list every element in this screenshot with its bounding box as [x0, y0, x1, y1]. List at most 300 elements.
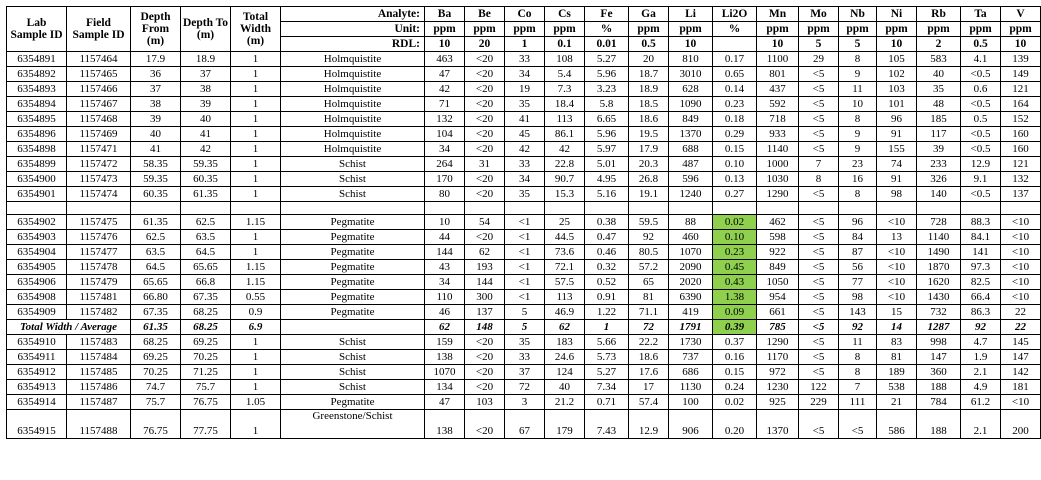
- value-nb-cell: 9: [839, 127, 877, 142]
- header-unit-co: ppm: [505, 22, 545, 37]
- average-ga-cell: 72: [629, 320, 669, 335]
- value-nb-cell: 84: [839, 230, 877, 245]
- rock-type-cell: Pegmatite: [281, 230, 425, 245]
- depth-from-cell: 62.5: [131, 230, 181, 245]
- depth-to-cell: 61.35: [181, 187, 231, 202]
- value-ta-cell: 2.1: [961, 365, 1001, 380]
- value-v-cell: <10: [1001, 395, 1041, 410]
- value-cs-cell: 7.3: [545, 82, 585, 97]
- value-mn-cell: 592: [757, 97, 799, 112]
- depth-to-cell: 65.65: [181, 260, 231, 275]
- value-ba-cell: 44: [425, 230, 465, 245]
- value-ta-cell: 4.7: [961, 335, 1001, 350]
- value-be-cell: 193: [465, 260, 505, 275]
- value-be-cell: <20: [465, 365, 505, 380]
- average-co-cell: 5: [505, 320, 545, 335]
- total-rock-empty-cell: [281, 320, 425, 335]
- value-fe-cell: 5.16: [585, 187, 629, 202]
- header-depth-from: Depth From (m): [131, 7, 181, 52]
- value-mo-cell: <5: [799, 142, 839, 157]
- value-v-cell: 145: [1001, 335, 1041, 350]
- value-nb-cell: 8: [839, 52, 877, 67]
- rock-type-cell: Schist: [281, 380, 425, 395]
- value-nb-cell: <5: [839, 410, 877, 439]
- average-rb-cell: 1287: [917, 320, 961, 335]
- table-row: [7, 157, 1041, 172]
- header-name-ta: Ta: [961, 7, 1001, 22]
- depth-to-cell: 71.25: [181, 365, 231, 380]
- value-ta-cell: 84.1: [961, 230, 1001, 245]
- value-nb-cell: 10: [839, 97, 877, 112]
- value-be-cell: <20: [465, 127, 505, 142]
- value-ni-cell: 105: [877, 52, 917, 67]
- table-row: [7, 230, 1041, 245]
- header-name-rb: Rb: [917, 7, 961, 22]
- value-cs-cell: 124: [545, 365, 585, 380]
- value-li2o-cell: 0.13: [713, 172, 757, 187]
- table-row: [7, 245, 1041, 260]
- header-rdl-mn: 10: [757, 37, 799, 52]
- value-mo-cell: <5: [799, 187, 839, 202]
- value-fe-cell: 0.47: [585, 230, 629, 245]
- value-mo-cell: <5: [799, 305, 839, 320]
- value-ta-cell: 61.2: [961, 395, 1001, 410]
- rock-type-cell: Pegmatite: [281, 290, 425, 305]
- value-ta-cell: <0.5: [961, 67, 1001, 82]
- field-sample-id-cell: 1157487: [67, 395, 131, 410]
- value-ni-cell: 586: [877, 410, 917, 439]
- spacer-cell: [877, 202, 917, 215]
- lab-sample-id-cell: 6354913: [7, 380, 67, 395]
- lab-sample-id-cell: 6354904: [7, 245, 67, 260]
- value-rb-cell: 784: [917, 395, 961, 410]
- value-cs-cell: 24.6: [545, 350, 585, 365]
- value-mn-cell: 801: [757, 67, 799, 82]
- total-width-cell: 1: [231, 350, 281, 365]
- field-sample-id-cell: 1157483: [67, 335, 131, 350]
- rock-type-cell: Holmquistite: [281, 67, 425, 82]
- value-co-cell: 67: [505, 410, 545, 439]
- value-nb-cell: 23: [839, 157, 877, 172]
- value-be-cell: <20: [465, 335, 505, 350]
- value-fe-cell: 6.65: [585, 112, 629, 127]
- value-be-cell: <20: [465, 82, 505, 97]
- value-cs-cell: 113: [545, 112, 585, 127]
- header-rdl-rb: 2: [917, 37, 961, 52]
- depth-to-cell: 63.5: [181, 230, 231, 245]
- value-ba-cell: 1070: [425, 365, 465, 380]
- value-mn-cell: 598: [757, 230, 799, 245]
- rock-type-cell: Holmquistite: [281, 97, 425, 112]
- rock-type-cell: Pegmatite: [281, 245, 425, 260]
- lab-sample-id-cell: 6354902: [7, 215, 67, 230]
- value-co-cell: 37: [505, 365, 545, 380]
- field-sample-id-cell: 1157469: [67, 127, 131, 142]
- value-rb-cell: 1870: [917, 260, 961, 275]
- value-li-cell: 1130: [669, 380, 713, 395]
- value-li-cell: 419: [669, 305, 713, 320]
- value-li2o-cell: 0.10: [713, 230, 757, 245]
- value-mn-cell: 1000: [757, 157, 799, 172]
- value-cs-cell: 18.4: [545, 97, 585, 112]
- value-v-cell: 22: [1001, 305, 1041, 320]
- value-mn-cell: 1370: [757, 410, 799, 439]
- value-mn-cell: 1100: [757, 52, 799, 67]
- table-row: [7, 260, 1041, 275]
- value-li2o-cell: 0.18: [713, 112, 757, 127]
- spacer-cell: [629, 202, 669, 215]
- value-ta-cell: <0.5: [961, 127, 1001, 142]
- lab-sample-id-cell: 6354910: [7, 335, 67, 350]
- depth-to-cell: 60.35: [181, 172, 231, 187]
- value-nb-cell: 77: [839, 275, 877, 290]
- spacer-cell: [1001, 202, 1041, 215]
- value-be-cell: <20: [465, 230, 505, 245]
- value-be-cell: 144: [465, 275, 505, 290]
- value-fe-cell: 5.73: [585, 350, 629, 365]
- header-unit-cs: ppm: [545, 22, 585, 37]
- header-unit-label: Unit:: [281, 22, 425, 37]
- depth-from-cell: 59.35: [131, 172, 181, 187]
- value-li2o-cell: 0.20: [713, 410, 757, 439]
- value-rb-cell: 360: [917, 365, 961, 380]
- table-row: [7, 215, 1041, 230]
- header-depth-to: Depth To (m): [181, 7, 231, 52]
- value-cs-cell: 90.7: [545, 172, 585, 187]
- value-ga-cell: 17.9: [629, 142, 669, 157]
- value-rb-cell: 188: [917, 380, 961, 395]
- field-sample-id-cell: 1157473: [67, 172, 131, 187]
- total-width-cell: 1: [231, 365, 281, 380]
- value-nb-cell: 11: [839, 82, 877, 97]
- value-ga-cell: 17: [629, 380, 669, 395]
- total-width-cell: 1: [231, 410, 281, 439]
- total-depth-to-cell: 68.25: [181, 320, 231, 335]
- field-sample-id-cell: 1157482: [67, 305, 131, 320]
- value-ta-cell: 66.4: [961, 290, 1001, 305]
- value-li2o-cell: 0.15: [713, 142, 757, 157]
- value-cs-cell: 57.5: [545, 275, 585, 290]
- value-li2o-cell: 0.15: [713, 365, 757, 380]
- value-li-cell: 2090: [669, 260, 713, 275]
- table-row: [7, 187, 1041, 202]
- depth-to-cell: 68.25: [181, 305, 231, 320]
- value-li-cell: 628: [669, 82, 713, 97]
- value-mn-cell: 718: [757, 112, 799, 127]
- depth-to-cell: 37: [181, 67, 231, 82]
- spacer-cell: [545, 202, 585, 215]
- average-mo-cell: <5: [799, 320, 839, 335]
- total-width-average-label: Total Width / Average: [7, 320, 131, 335]
- table-row: [7, 97, 1041, 112]
- depth-from-cell: 36: [131, 67, 181, 82]
- value-rb-cell: 732: [917, 305, 961, 320]
- total-width-cell: 1: [231, 187, 281, 202]
- value-mo-cell: <5: [799, 127, 839, 142]
- value-mn-cell: 933: [757, 127, 799, 142]
- value-co-cell: 33: [505, 350, 545, 365]
- header-rdl-label: RDL:: [281, 37, 425, 52]
- header-name-v: V: [1001, 7, 1041, 22]
- value-cs-cell: 86.1: [545, 127, 585, 142]
- value-v-cell: <10: [1001, 245, 1041, 260]
- rock-type-cell: Schist: [281, 365, 425, 380]
- value-li2o-cell: 0.02: [713, 395, 757, 410]
- value-cs-cell: 22.8: [545, 157, 585, 172]
- value-fe-cell: 0.46: [585, 245, 629, 260]
- value-be-cell: <20: [465, 172, 505, 187]
- value-mo-cell: 29: [799, 52, 839, 67]
- header-name-li2o: Li2O: [713, 7, 757, 22]
- value-co-cell: 35: [505, 97, 545, 112]
- depth-to-cell: 40: [181, 112, 231, 127]
- value-mo-cell: <5: [799, 97, 839, 112]
- value-li2o-cell: 0.23: [713, 245, 757, 260]
- value-ga-cell: 65: [629, 275, 669, 290]
- value-li-cell: 6390: [669, 290, 713, 305]
- value-rb-cell: 48: [917, 97, 961, 112]
- value-co-cell: <1: [505, 290, 545, 305]
- table-row: [7, 290, 1041, 305]
- value-mn-cell: 1030: [757, 172, 799, 187]
- value-ba-cell: 110: [425, 290, 465, 305]
- depth-from-cell: 67.35: [131, 305, 181, 320]
- value-ni-cell: 538: [877, 380, 917, 395]
- value-ni-cell: 83: [877, 335, 917, 350]
- value-mn-cell: 954: [757, 290, 799, 305]
- total-width-cell: 1.15: [231, 260, 281, 275]
- total-width-cell: 1.15: [231, 275, 281, 290]
- value-fe-cell: 1.22: [585, 305, 629, 320]
- total-width-cell: 0.55: [231, 290, 281, 305]
- lab-sample-id-cell: 6354908: [7, 290, 67, 305]
- spacer-cell: [425, 202, 465, 215]
- lab-sample-id-cell: 6354898: [7, 142, 67, 157]
- value-rb-cell: 1430: [917, 290, 961, 305]
- header-unit-fe: %: [585, 22, 629, 37]
- table-row: [7, 335, 1041, 350]
- value-be-cell: <20: [465, 380, 505, 395]
- average-li2o-cell: 0.39: [713, 320, 757, 335]
- value-mo-cell: <5: [799, 215, 839, 230]
- header-unit-mn: ppm: [757, 22, 799, 37]
- value-ta-cell: <0.5: [961, 187, 1001, 202]
- value-nb-cell: 8: [839, 187, 877, 202]
- lab-sample-id-cell: 6354893: [7, 82, 67, 97]
- value-ba-cell: 170: [425, 172, 465, 187]
- value-co-cell: 34: [505, 67, 545, 82]
- value-be-cell: <20: [465, 67, 505, 82]
- value-ta-cell: 0.5: [961, 112, 1001, 127]
- rock-type-cell: Holmquistite: [281, 142, 425, 157]
- total-width-cell: 1: [231, 245, 281, 260]
- total-width-cell: 1: [231, 172, 281, 187]
- depth-from-cell: 38: [131, 97, 181, 112]
- value-co-cell: 19: [505, 82, 545, 97]
- lab-sample-id-cell: 6354911: [7, 350, 67, 365]
- value-ta-cell: <0.5: [961, 142, 1001, 157]
- rock-type-cell: Pegmatite: [281, 305, 425, 320]
- depth-to-cell: 42: [181, 142, 231, 157]
- value-li-cell: 1070: [669, 245, 713, 260]
- spacer-cell: [961, 202, 1001, 215]
- value-mo-cell: <5: [799, 67, 839, 82]
- header-total-width: Total Width (m): [231, 7, 281, 52]
- field-sample-id-cell: 1157471: [67, 142, 131, 157]
- value-cs-cell: 25: [545, 215, 585, 230]
- value-co-cell: 3: [505, 395, 545, 410]
- depth-from-cell: 76.75: [131, 410, 181, 439]
- value-be-cell: 300: [465, 290, 505, 305]
- value-be-cell: <20: [465, 142, 505, 157]
- value-li-cell: 2020: [669, 275, 713, 290]
- value-co-cell: <1: [505, 275, 545, 290]
- value-nb-cell: 8: [839, 350, 877, 365]
- value-ta-cell: 0.6: [961, 82, 1001, 97]
- table-row: [7, 52, 1041, 67]
- value-ni-cell: <10: [877, 215, 917, 230]
- field-sample-id-cell: 1157474: [67, 187, 131, 202]
- depth-to-cell: 41: [181, 127, 231, 142]
- value-be-cell: <20: [465, 350, 505, 365]
- value-li-cell: 88: [669, 215, 713, 230]
- value-ta-cell: 2.1: [961, 410, 1001, 439]
- value-ga-cell: 18.6: [629, 112, 669, 127]
- spacer-cell: [713, 202, 757, 215]
- value-rb-cell: 233: [917, 157, 961, 172]
- value-mn-cell: 437: [757, 82, 799, 97]
- header-rdl-nb: 5: [839, 37, 877, 52]
- value-nb-cell: 9: [839, 67, 877, 82]
- value-li2o-cell: 0.09: [713, 305, 757, 320]
- rock-type-cell: Pegmatite: [281, 260, 425, 275]
- depth-to-cell: 69.25: [181, 335, 231, 350]
- value-v-cell: 137: [1001, 187, 1041, 202]
- value-mn-cell: 972: [757, 365, 799, 380]
- depth-from-cell: 69.25: [131, 350, 181, 365]
- rock-type-cell: Pegmatite: [281, 215, 425, 230]
- value-ga-cell: 19.1: [629, 187, 669, 202]
- value-ba-cell: 138: [425, 410, 465, 439]
- value-li2o-cell: 0.27: [713, 187, 757, 202]
- field-sample-id-cell: 1157472: [67, 157, 131, 172]
- table-body: [7, 52, 1041, 439]
- total-width-value-cell: 6.9: [231, 320, 281, 335]
- value-ba-cell: 47: [425, 395, 465, 410]
- value-nb-cell: 87: [839, 245, 877, 260]
- value-ta-cell: 97.3: [961, 260, 1001, 275]
- value-co-cell: <1: [505, 215, 545, 230]
- value-be-cell: 137: [465, 305, 505, 320]
- value-nb-cell: 9: [839, 142, 877, 157]
- value-ba-cell: 80: [425, 187, 465, 202]
- field-sample-id-cell: 1157485: [67, 365, 131, 380]
- average-cs-cell: 62: [545, 320, 585, 335]
- value-fe-cell: 5.01: [585, 157, 629, 172]
- value-li-cell: 810: [669, 52, 713, 67]
- table-row: [7, 127, 1041, 142]
- depth-to-cell: 67.35: [181, 290, 231, 305]
- value-li-cell: 906: [669, 410, 713, 439]
- value-rb-cell: 40: [917, 67, 961, 82]
- header-rdl-ni: 10: [877, 37, 917, 52]
- field-sample-id-cell: 1157466: [67, 82, 131, 97]
- average-be-cell: 148: [465, 320, 505, 335]
- value-rb-cell: 1490: [917, 245, 961, 260]
- value-cs-cell: 179: [545, 410, 585, 439]
- value-nb-cell: 143: [839, 305, 877, 320]
- value-li-cell: 737: [669, 350, 713, 365]
- value-mo-cell: <5: [799, 82, 839, 97]
- depth-to-cell: 64.5: [181, 245, 231, 260]
- value-v-cell: 139: [1001, 52, 1041, 67]
- value-v-cell: 132: [1001, 172, 1041, 187]
- value-ta-cell: 12.9: [961, 157, 1001, 172]
- header-unit-nb: ppm: [839, 22, 877, 37]
- value-li2o-cell: 0.37: [713, 335, 757, 350]
- header-unit-li: ppm: [669, 22, 713, 37]
- value-mn-cell: 1230: [757, 380, 799, 395]
- value-ba-cell: 144: [425, 245, 465, 260]
- value-mo-cell: <5: [799, 350, 839, 365]
- value-ga-cell: 18.7: [629, 67, 669, 82]
- rock-type-cell: Holmquistite: [281, 127, 425, 142]
- value-co-cell: 33: [505, 157, 545, 172]
- header-name-nb: Nb: [839, 7, 877, 22]
- lab-sample-id-cell: 6354901: [7, 187, 67, 202]
- value-li-cell: 686: [669, 365, 713, 380]
- value-ni-cell: 103: [877, 82, 917, 97]
- lab-sample-id-cell: 6354896: [7, 127, 67, 142]
- average-mn-cell: 785: [757, 320, 799, 335]
- header-unit-be: ppm: [465, 22, 505, 37]
- value-ta-cell: 9.1: [961, 172, 1001, 187]
- value-mn-cell: 1140: [757, 142, 799, 157]
- total-width-cell: 1: [231, 142, 281, 157]
- table-row: [7, 67, 1041, 82]
- value-ni-cell: 155: [877, 142, 917, 157]
- header-rdl-li: 10: [669, 37, 713, 52]
- field-sample-id-cell: 1157479: [67, 275, 131, 290]
- value-ni-cell: 91: [877, 172, 917, 187]
- value-ba-cell: 138: [425, 350, 465, 365]
- value-mn-cell: 1170: [757, 350, 799, 365]
- lab-sample-id-cell: 6354895: [7, 112, 67, 127]
- header-rdl-co: 1: [505, 37, 545, 52]
- value-nb-cell: 11: [839, 335, 877, 350]
- value-cs-cell: 5.4: [545, 67, 585, 82]
- total-width-cell: 1: [231, 67, 281, 82]
- table-row: [7, 142, 1041, 157]
- value-co-cell: <1: [505, 245, 545, 260]
- spacer-cell: [669, 202, 713, 215]
- value-mn-cell: 922: [757, 245, 799, 260]
- header-name-mo: Mo: [799, 7, 839, 22]
- value-ni-cell: 74: [877, 157, 917, 172]
- total-depth-from-cell: 61.35: [131, 320, 181, 335]
- value-li2o-cell: 0.17: [713, 52, 757, 67]
- value-v-cell: <10: [1001, 230, 1041, 245]
- total-width-cell: 1: [231, 82, 281, 97]
- value-ba-cell: 47: [425, 67, 465, 82]
- value-ni-cell: <10: [877, 245, 917, 260]
- value-fe-cell: 5.66: [585, 335, 629, 350]
- value-rb-cell: 188: [917, 410, 961, 439]
- lab-sample-id-cell: 6354900: [7, 172, 67, 187]
- value-mo-cell: <5: [799, 230, 839, 245]
- header-name-fe: Fe: [585, 7, 629, 22]
- header-rdl-li2o: [713, 37, 757, 52]
